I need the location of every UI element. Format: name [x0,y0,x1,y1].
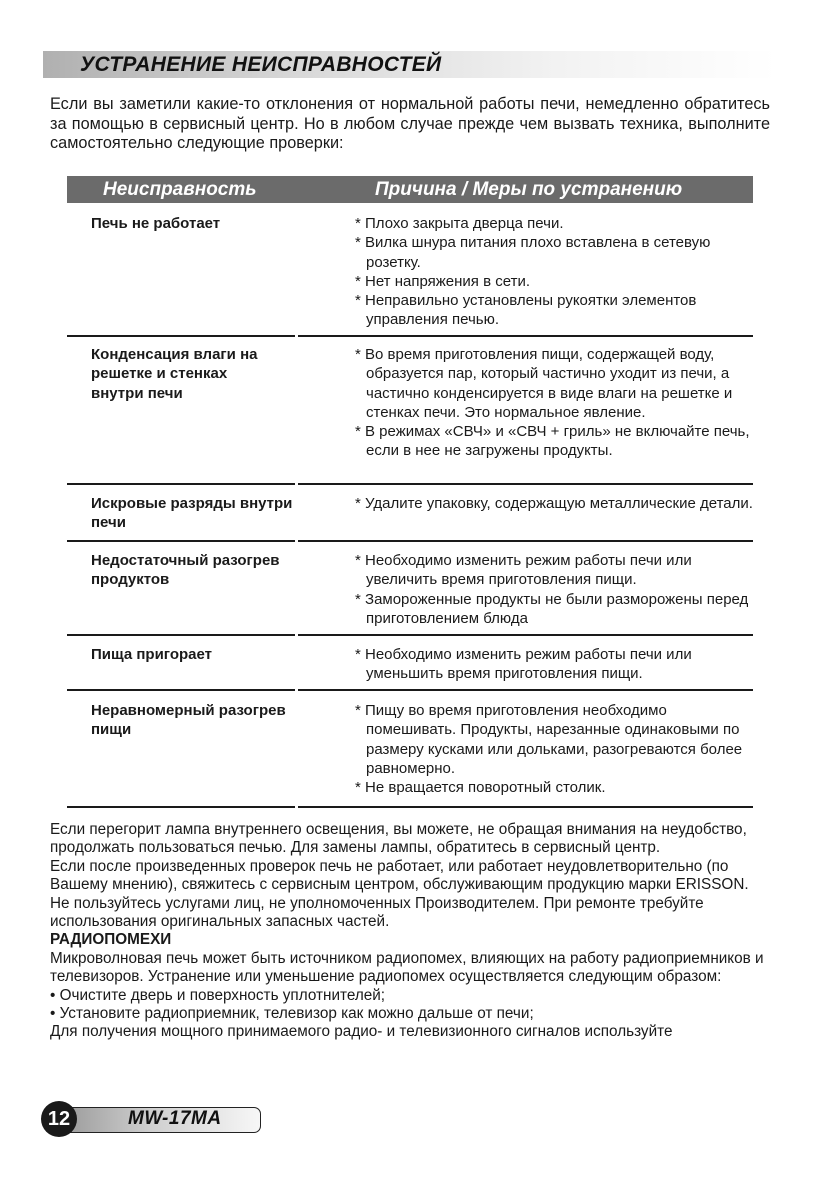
model-name: MW-17MA [128,1108,222,1129]
row-divider [298,540,753,542]
cause-item: * Удалите упаковку, содержащую металлические детали. [355,495,753,512]
row-divider [298,806,753,808]
cause-item: * Вилка шнура питания плохо вставлена в сетевую розетку. [355,234,711,271]
cause-item: * Не вращается поворотный столик. [355,779,606,797]
problem-cell: Неравномерный разогрев пищи [91,702,286,739]
table-header [67,176,753,203]
cause-item: * Неправильно установлены рукоятки элементов управления печью. [355,292,697,329]
causes-cell [355,345,760,461]
row-divider [67,689,295,691]
cause-item: * Необходимо изменить режим работы печи или увеличить время приготовления пищи. [355,552,692,589]
cause-item: * В режимах «СВЧ» и «СВЧ + гриль» не включайте печь, если в нее не загружены продукты. [355,423,750,460]
cause-item: * Замороженные продукты не были разморожены перед приготовлением блюда [355,590,749,627]
problem-cell: Пища пригорает [91,646,213,663]
page-title: УСТРАНЕНИЕ НЕИСПРАВНОСТЕЙ [80,53,442,76]
cause-item: * Необходимо изменить режим работы печи или уменьшить время приготовления пищи. [355,646,692,683]
row-divider [67,634,295,636]
problem-cell: Недостаточный разогрев продуктов [91,552,280,589]
row-divider [67,806,295,808]
paragraph-lamp: Если перегорит лампа внутреннего освещения, вы можете, не обращая внимания на неудобство, продолжать пользоваться печью. Для замены лампы, обратитесь в сервисный центр. [50,821,747,857]
column-header-problem: Неисправность [103,179,257,200]
row-divider [298,634,753,636]
row-divider [67,483,295,485]
row-divider [67,335,295,337]
subheading-radio: РАДИОПОМЕХИ [50,931,172,949]
row-divider [298,483,753,485]
cause-item: * Плохо закрыта дверца печи. [355,215,564,232]
causes-cell [355,645,760,684]
intro-paragraph: Если вы заметили какие-то отклонения от нормальной работы печи, немедленно обратитесь за помощью в сервисный центр. Но в любом случае прежде чем вызвать техника, выполните самостоятельно следующие проверки: [50,95,770,152]
bullet-item: • Очистите дверь и поверхность уплотнителей; [50,986,386,1004]
cause-item: * Нет напряжения в сети. [355,272,530,290]
bullet-item: • Установите радиоприемник, телевизор как можно дальше от печи; [50,1005,534,1023]
causes-cell [355,214,760,330]
paragraph-service: Если после произведенных проверок печь не работает, или работает неудовлетворительно (по Вашему мнению), свяжитесь с сервисным центром, обслуживающим продукцию марки ERISSON. [50,857,749,894]
row-divider [298,335,753,337]
paragraph-radio: Микроволновая печь может быть источником радиопомех, влияющих на работу радиоприемников и телевизоров. Устранение или уменьшение радиопомех осуществляется следующим образом: [50,949,764,986]
row-divider [298,689,753,691]
causes-cell [355,551,760,628]
row-divider [67,540,295,542]
cause-item: * Пищу во время приготовления необходимо помешивать. Продукты, нарезанные одинаковыми по размеру кусками или дольками, разогреваются более равномерно. [355,702,743,777]
page-number: 12 [41,1101,77,1137]
column-header-causes: Причина / Меры по устранению [375,179,683,200]
problem-cell: Конденсация влаги на решетке и стенках внутри печи [91,346,258,402]
problem-cell: Печь не работает [91,215,221,232]
paragraph-signal: Для получения мощного принимаемого радио- и телевизионного сигналов используйте [50,1023,673,1041]
problem-cell: Искровые разряды внутри печи [91,495,293,532]
cause-item: * Во время приготовления пищи, содержащей воду, образуется пар, который частично уходит из печи, а частично конденсируется в виде влаги на решетке и стенках печи. Это нормальное явление. [355,346,733,421]
causes-cell [355,701,760,797]
body-text [50,821,785,1042]
paragraph-warning: Не пользуйтесь услугами лиц, не уполномоченных Производителем. При ремонте требуйте использования оригинальных запасных частей. [50,894,704,931]
causes-cell [355,494,760,513]
